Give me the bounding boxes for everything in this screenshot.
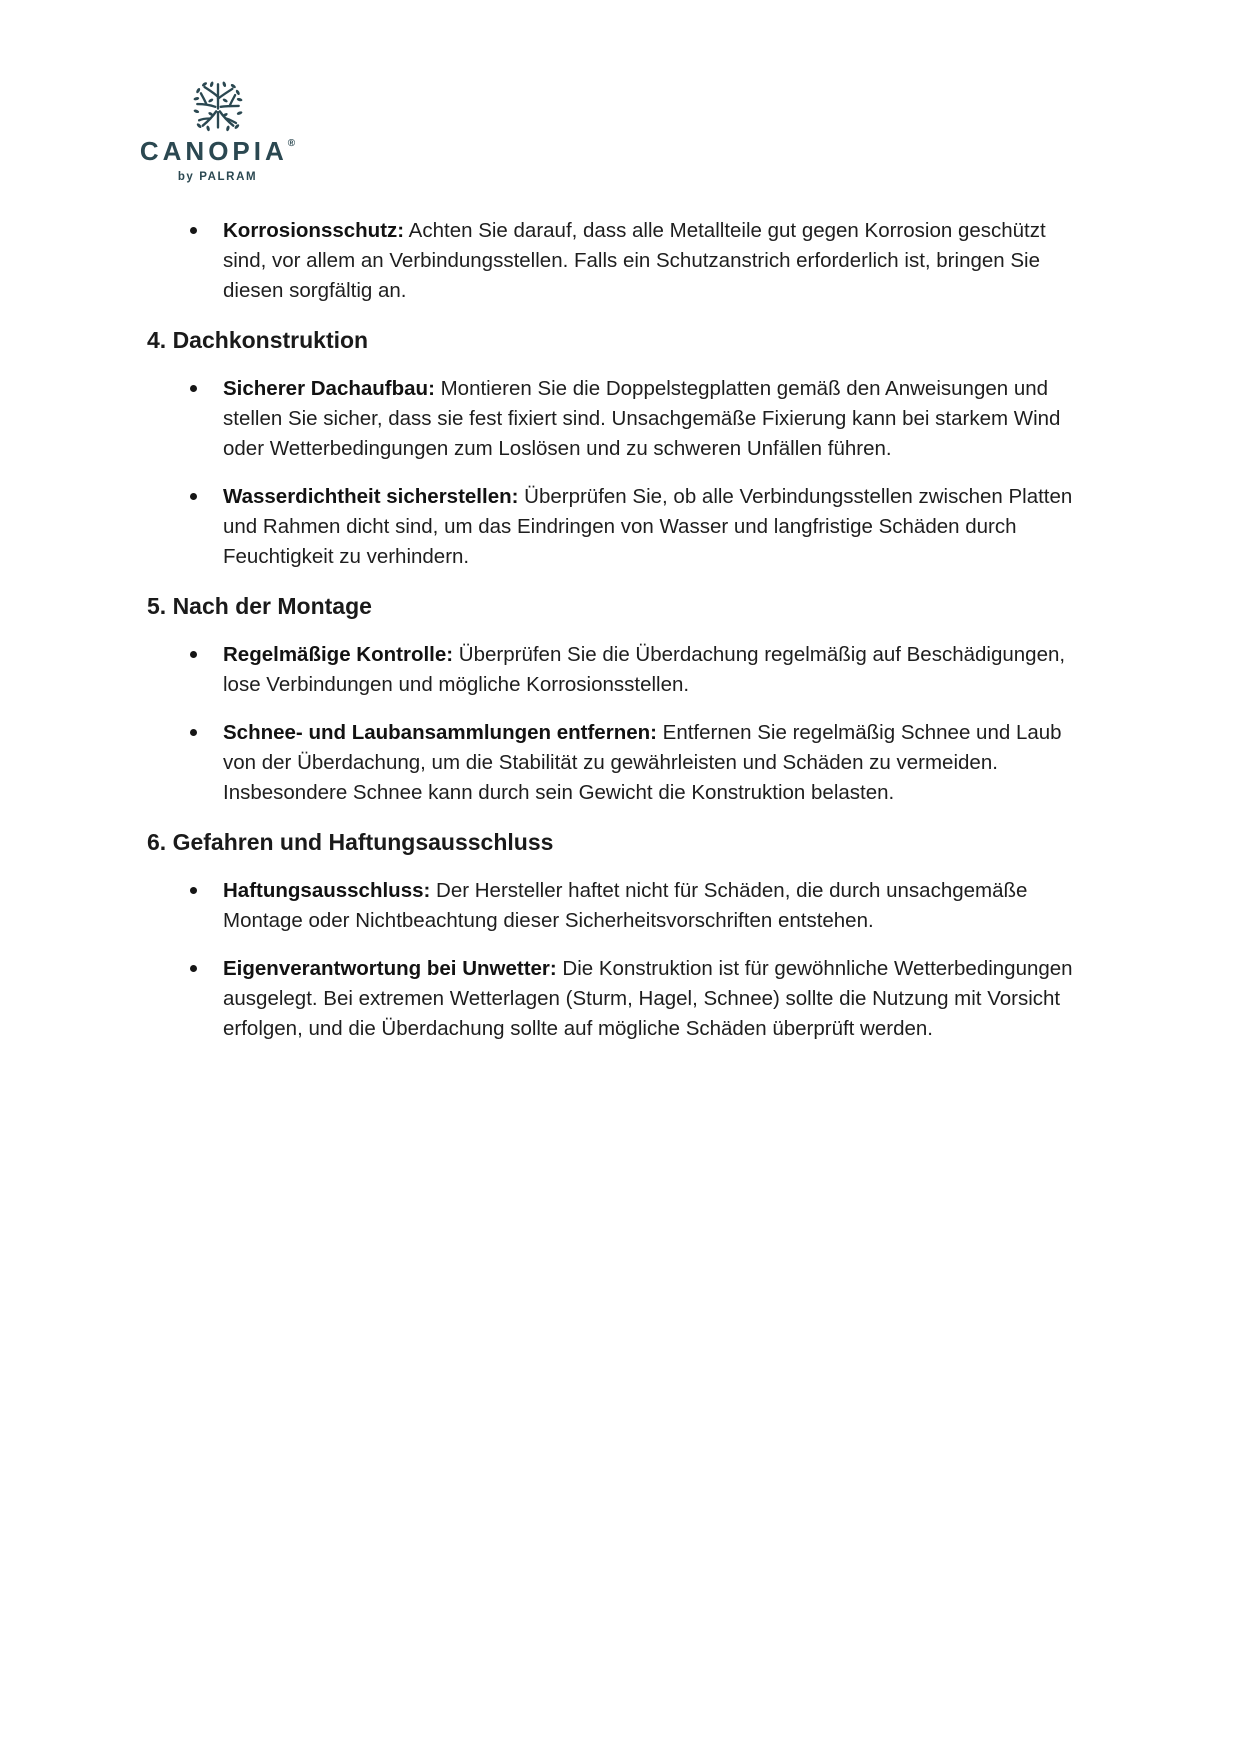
bullet-label: Eigenverantwortung bei Unwetter: — [223, 957, 557, 980]
bullet-label: Wasserdichtheit sicherstellen: — [223, 485, 519, 508]
bullet-item — [147, 640, 1091, 700]
bullet-item — [147, 482, 1091, 572]
bullet-item — [147, 718, 1091, 808]
bullet-label: Sicherer Dachaufbau: — [223, 377, 435, 400]
bullet-text: Wasserdichtheit sicherstellen: Überprüfen Sie, ob alle Verbindungsstellen zwischen Platten und Rahmen dicht sind, um das Eindringen von Wasser und langfristige Schäden durch Feuchtigkeit zu verhindern. — [223, 485, 1073, 568]
bullet-list — [147, 876, 1091, 1044]
bullet-label: Korrosionsschutz: — [223, 219, 405, 242]
bullet-marker — [190, 965, 197, 972]
section-heading: 6. Gefahren und Haftungsausschluss — [147, 829, 554, 855]
section-heading: 5. Nach der Montage — [147, 593, 372, 619]
bullet-text: Sicherer Dachaufbau: Montieren Sie die Doppelstegplatten gemäß den Anweisungen und stellen Sie sicher, dass sie fest fixiert sind. Unsachgemäße Fixierung kann bei starkem Wind oder Wetterbedingungen zum Loslösen und zu schweren Unfällen führen. — [223, 377, 1061, 460]
bullet-item — [147, 216, 1091, 306]
bullet-label: Schnee- und Laubansammlungen entfernen: — [223, 721, 657, 744]
bullet-marker — [190, 227, 197, 234]
brand-byline: by PALRAM — [177, 171, 258, 183]
canopia-logo — [135, 76, 300, 183]
bullet-text: Schnee- und Laubansammlungen entfernen: Entfernen Sie regelmäßig Schnee und Laub von der Überdachung, um die Stabilität zu gewährleisten und Schäden zu vermeiden. Insbesondere Schnee kann durch sein Gewicht die Konstruktion belasten. — [223, 721, 1062, 804]
bullet-text: Haftungsausschluss: Der Hersteller haftet nicht für Schäden, die durch unsachgemäße Montage oder Nichtbeachtung dieser Sicherheitsvorschriften entstehen. — [223, 879, 1028, 932]
bullet-marker — [190, 385, 197, 392]
bullet-text: Regelmäßige Kontrolle: Überprüfen Sie die Überdachung regelmäßig auf Beschädigungen, lose Verbindungen und mögliche Korrosionsstellen. — [223, 643, 1066, 696]
document-content — [147, 216, 1091, 1062]
brand-name: CANOPIA — [139, 136, 288, 166]
bullet-item — [147, 374, 1091, 464]
bullet-marker — [190, 887, 197, 894]
tree-canopy-icon — [191, 76, 245, 134]
bullet-item — [147, 876, 1091, 936]
bullet-item — [147, 954, 1091, 1044]
bullet-list — [147, 374, 1091, 572]
bullet-list — [147, 216, 1091, 306]
bullet-label: Regelmäßige Kontrolle: — [223, 643, 454, 666]
bullet-list — [147, 640, 1091, 808]
brand-wordmark — [140, 138, 295, 164]
bullet-text: Eigenverantwortung bei Unwetter: Die Konstruktion ist für gewöhnliche Wetterbedingungen ausgelegt. Bei extremen Wetterlagen (Sturm, Hagel, Schnee) sollte die Nutzung mit Vorsicht erfolgen, und die Überdachung sollte auf mögliche Schäden überprüft werden. — [223, 957, 1073, 1040]
bullet-text: Korrosionsschutz: Achten Sie darauf, dass alle Metallteile gut gegen Korrosion geschützt sind, vor allem an Verbindungsstellen. Falls ein Schutzanstrich erforderlich ist, bringen Sie diesen sorgfältig an. — [223, 219, 1046, 302]
bullet-label: Haftungsausschluss: — [223, 879, 431, 902]
bullet-marker — [190, 651, 197, 658]
section-heading: 4. Dachkonstruktion — [147, 327, 369, 353]
bullet-marker — [190, 493, 197, 500]
bullet-marker — [190, 729, 197, 736]
registered-trademark: ® — [287, 138, 296, 149]
